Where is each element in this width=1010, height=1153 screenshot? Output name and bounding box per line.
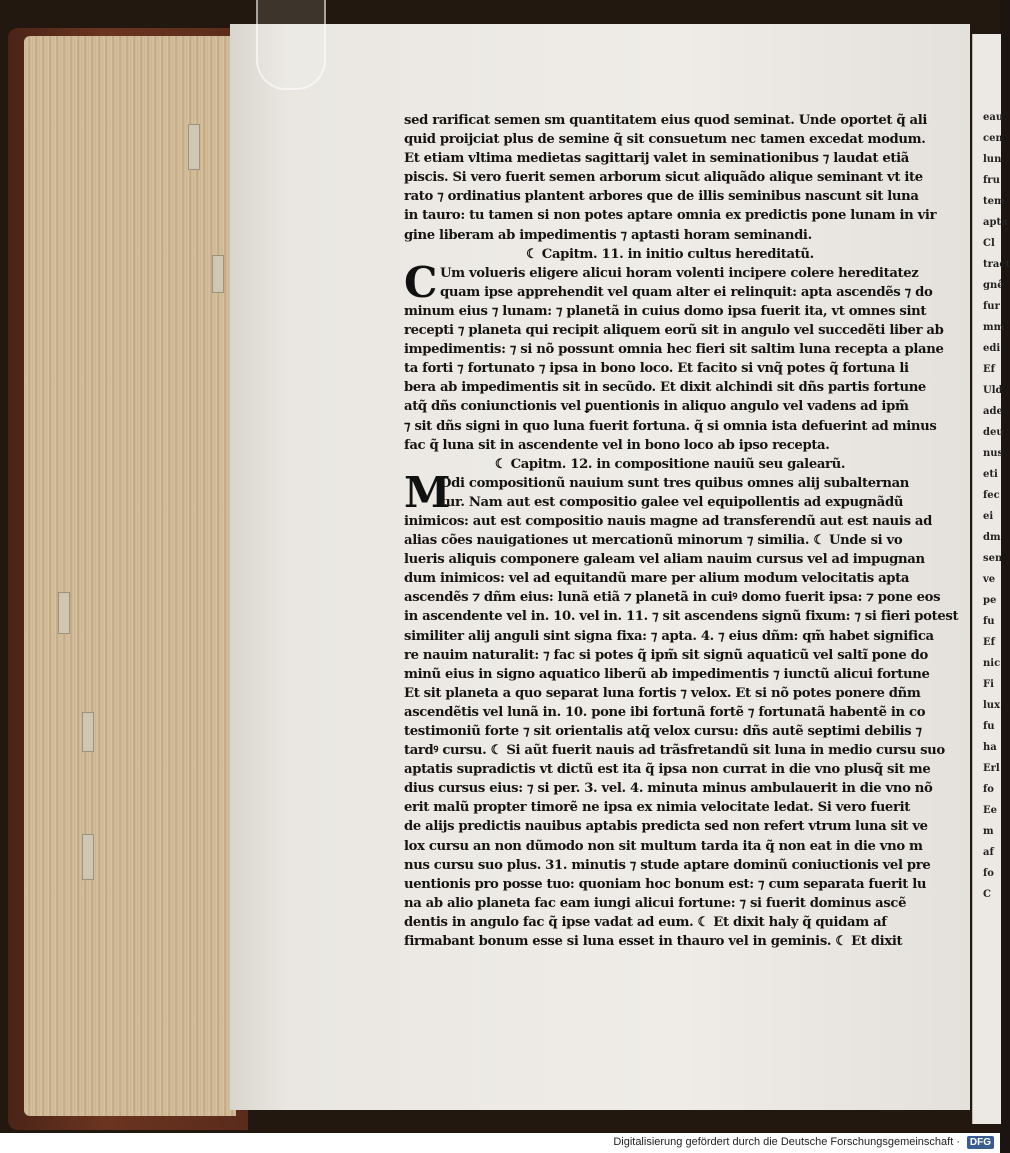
facing-page-fragment: Ef [983,637,995,648]
facing-page-fragment: cen [983,133,1003,144]
text-line: Um volueris eligere alicui horam volenti incipere colere hereditatez [440,265,919,281]
text-line: testimoniũ forte ⁊ sit orientalis atq̃ velox cursu: dñs autẽ septimi debilis ⁊ [404,724,922,739]
text-line: inimicos: aut est compositio nauis magne ad transferendũ aut est nauis ad [404,513,932,529]
text-line: minũ eius in signo aquatico liberũ ab impedimentis ⁊ iunctũ alicui fortune [404,666,930,682]
facing-page-fragment: fu [983,616,995,627]
facing-page-fragment: eau [983,112,1004,123]
page-edges [24,36,236,1116]
page-tab [82,712,94,752]
text-line: Odi compositionũ nauium sunt tres quibus omnes alij subalternan [440,475,909,491]
facing-page-fragment: Cl [983,238,995,249]
text-line: ta forti ⁊ fortunato ⁊ ipsa in bono loco. Et facito si vnq̃ potes q̃ fortuna li [404,361,909,377]
text-line: atq̃ dñs coniunctionis vel ꝑuentionis in aliquo angulo vel vadens ad ipm̃ [404,399,909,415]
facing-page-fragment: Fi [983,679,994,690]
facing-page-edge [972,34,1010,1124]
facing-page-fragment: fur [983,301,1000,312]
facing-page-fragment: pe [983,595,997,606]
facing-page-fragment: mm [983,322,1005,333]
text-line: re nauim naturalit: ⁊ fac si potes q̃ ipm̃ sit signũ aquaticũ vel saltĩ pone do [404,647,928,663]
facing-page-fragment: deu [983,427,1004,438]
facing-page-fragment: dm [983,532,1001,543]
text-line: uentionis pro posse tuo: quoniam hoc bonum est: ⁊ cum separata fuerit lu [404,876,927,892]
facing-page-fragment: Ee [983,805,997,816]
facing-page-fragment: nus [983,448,1004,459]
text-line: impedimentis: ⁊ si nõ possunt omnia hec fieri sit saltim luna recepta a plane [404,342,944,358]
page-tab [58,592,70,634]
text-line: erit malũ propter timorẽ ne ipsa ex nimia velocitate ledat. Si vero fuerit [404,800,910,816]
page-tab [188,124,200,170]
facing-page-fragment: ei [983,511,994,522]
text-line: similiter alij anguli sint signa fixa: ⁊ apta. 4. ⁊ eius dñm: qm̃ habet significa [404,628,934,644]
text-line: ascendẽtis vel lunã in. 10. pone ibi fortunã fortẽ ⁊ fortunatã habentẽ in co [404,704,926,720]
page-clip [256,0,326,90]
facing-page-fragment: af [983,847,994,858]
facing-page-fragment: tem [983,196,1005,207]
text-line: bera ab impedimentis sit in secũdo. Et dixit alchindi sit dñs partis fortune [404,380,926,396]
facing-page-fragment: Ef [983,364,995,375]
text-line: quam ipse apprehendit vel quam alter ei relinquit: apta ascendẽs ⁊ do [440,284,933,300]
page-tab [82,834,94,880]
text-line: recepti ⁊ planeta qui recipit aliquem eorũ sit in angulo vel succedẽti liber ab [404,323,944,339]
text-line: sed rarificat semen sm quantitatem eius quod seminat. Unde oportet q̃ ali [404,113,928,128]
text-line: fac q̃ luna sit in ascendente vel in bono loco ab ipso recepta. [404,437,830,453]
text-line: rato ⁊ ordinatius plantent arbores que de illis seminibus nascunt sit luna [404,189,919,205]
facing-page-fragment: fo [983,868,994,879]
chapter-heading-11: ☾ Capitm. 11. in initio cultus hereditatũ. [526,246,814,262]
page-text [404,111,959,951]
facing-page-fragment: edi [983,343,1001,354]
text-line: firmabant bonum esse si luna esset in thauro vel in geminis. ☾ Et dixit [404,934,903,950]
facing-page-fragment: nic [983,658,1001,669]
facing-page-fragment: fo [983,784,994,795]
text-line: lox cursu an non dũmodo non sit multum tarda ita q̃ non eat in die vno m [404,838,923,854]
chapter-heading-12: ☾ Capitm. 12. in compositione nauiũ seu galearũ. [494,456,846,472]
dfg-logo: DFG [967,1136,994,1149]
facing-page-fragment: lux [983,700,1001,711]
facing-page-fragment: tract [983,259,1010,270]
text-line: Et sit planeta a quo separat luna fortis ⁊ velox. Et si nõ potes ponere dñm [404,685,921,701]
drop-initial: C [404,257,438,307]
text-line: dius cursus eius: ⁊ si per. 3. vel. 4. minuta minus ambulauerit in die vno nõ [404,781,933,797]
facing-page-fragment: gnê [983,280,1004,291]
funding-credit: Digitalisierung gefördert durch die Deutsche Forschungsgemeinschaft · [613,1136,960,1148]
facing-page-fragment: ade [983,406,1003,417]
facing-page-fragment: m [983,826,994,837]
facing-page-fragment: fu [983,721,995,732]
paragraph-chapter-11 [404,257,944,455]
text-line: nus cursu suo plus. 31. minutis ⁊ stude aptare dominũ coniuctionis vel pre [404,857,931,873]
text-line: in ascendente vel in. 10. vel in. 11. ⁊ sit ascendens signũ fixum: ⁊ si fieri potest [404,609,959,625]
text-line: tardꝰ cursu. ☾ Si aũt fuerit nauis ad trãsfretandũ sit luna in medio cursu suo [404,743,945,759]
text-line: alias cões nauigationes ut mercationũ minorum ⁊ similia. ☾ Unde si vo [404,533,903,549]
facing-page-fragment: ha [983,742,997,753]
facing-page-fragment: apta [983,217,1008,228]
facing-page-fragment: lun [983,154,1002,165]
text-line: ⁊ sit dñs signi in quo luna fuerit fortuna. q̃ si omnia ista defuerint ad minus [404,418,937,434]
page-tab [212,255,224,293]
text-line: dum inimicos: vel ad equitandũ mare per alium modum velocitatis apta [404,571,910,587]
text-line: aptatis supradictis vt dictũ est ita q̃ ipsa non currat in die vno plusq̃ sit me [404,762,931,778]
footer-bar [0,1133,1000,1153]
facing-page-fragment: eti [983,469,998,480]
facing-page-fragment: sen [983,553,1003,564]
text-line: de alijs predictis nauibus aptabis predicta sed non refert vtrum luna sit ve [404,819,928,835]
facing-page-fragment: Uld [983,385,1003,396]
text-line: ascendẽs ⁊ dñm eius: lunã etiã ⁊ planetã in cuiꝰ domo fuerit ipsa: ⁊ pone eos [404,590,941,606]
drop-initial: M [404,467,451,517]
text-line: piscis. Si vero fuerit semen arborum sicut aliquãdo alique seminant vt ite [404,170,923,186]
text-line: minum eius ⁊ lunam: ⁊ planetã in cuius domo ipsa fuerit ita, vt omnes sint [404,303,927,319]
text-line: dentis in angulo fac q̃ ipse vadat ad eum. ☾ Et dixit haly q̃ quidam af [404,914,887,930]
text-line: tur. Nam aut est compositio galee vel equipollentis ad expugnãdũ [440,494,904,510]
text-line: na ab alio planeta fac eam iungi alicui fortune: ⁊ si fuerit dominus ascẽ [404,895,907,911]
text-line: quid proijciat plus de semine q̃ sit consuetum nec tamen excedat modum. [404,132,926,148]
facing-page-fragment: fec [983,490,1000,501]
text-line: lueris aliquis componere galeam vel aliam nauim cursus vel ad impugnan [404,552,925,568]
facing-page-fragment: ve [983,574,996,585]
text-line: gine liberam ab impedimentis ⁊ aptasti horam seminandi. [404,227,812,243]
paragraph-top [404,111,936,245]
paragraph-chapter-12 [404,467,959,951]
text-line: in tauro: tu tamen si non potes aptare omnia ex predictis pone lunam in vir [404,208,937,224]
facing-page-fragment: Erl [983,763,1000,774]
facing-page-fragment: fru [983,175,1000,186]
text-line: Et etiam vltima medietas sagittarij valet in seminationibus ⁊ laudat etiã [404,151,909,167]
facing-page-fragment: C [983,889,991,900]
